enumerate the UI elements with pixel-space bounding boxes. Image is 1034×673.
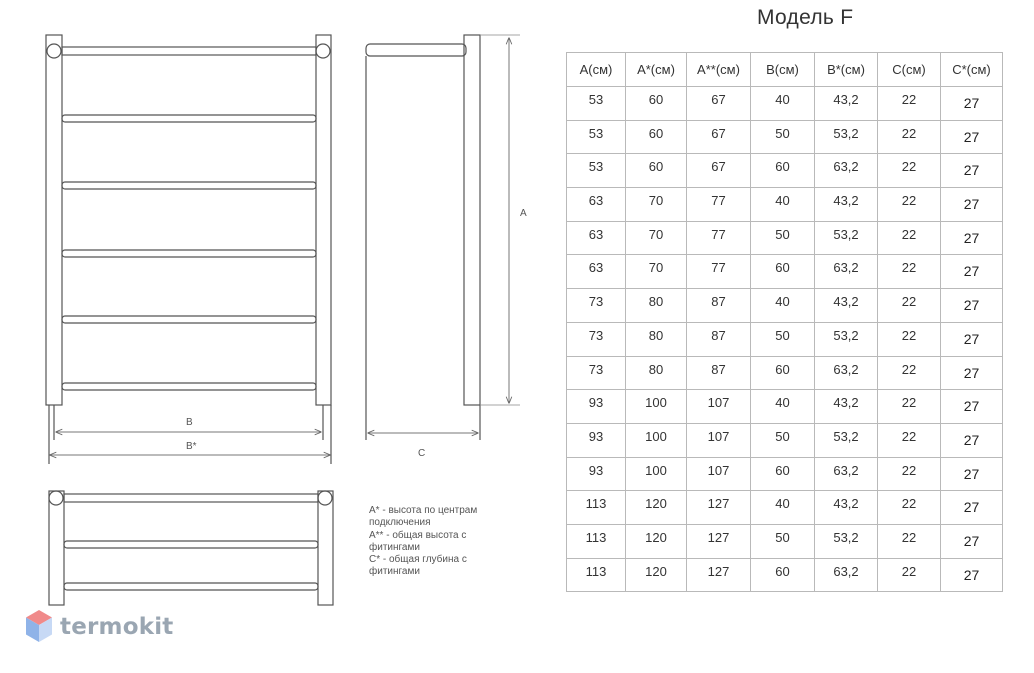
table-cell: 27 [941,221,1003,255]
table-cell: 100 [626,423,687,457]
table-cell: 22 [878,289,941,323]
right-fitting [316,44,330,58]
table-row [567,390,1003,424]
top-view [49,491,333,605]
table-row [567,255,1003,289]
table-row [567,322,1003,356]
left-fitting [47,44,61,58]
table-cell: 63,2 [815,356,878,390]
column-header: A(см) [567,53,626,87]
table-row [567,120,1003,154]
table-cell: 93 [567,457,626,491]
width-inner-label: B [186,417,193,428]
table-cell: 107 [687,423,751,457]
table-cell: 22 [878,322,941,356]
table-cell: 27 [941,457,1003,491]
table-cell: 27 [941,356,1003,390]
side-view [366,35,520,440]
table-cell: 22 [878,255,941,289]
table-cell: 22 [878,87,941,121]
table-cell: 53,2 [815,322,878,356]
table-cell: 113 [567,558,626,592]
table-cell: 120 [626,491,687,525]
crossbar [62,316,316,323]
top-view-left-post [49,491,64,605]
top-rail [62,47,316,55]
table-header-row [567,53,1003,87]
table-cell: 50 [751,524,815,558]
table-cell: 107 [687,390,751,424]
table-cell: 53 [567,154,626,188]
table-cell: 60 [626,154,687,188]
column-header: A**(см) [687,53,751,87]
note-line: фитингами [369,541,420,553]
crossbar [62,182,316,189]
table-row [567,558,1003,592]
table-cell: 22 [878,120,941,154]
table-cell: 22 [878,154,941,188]
table-cell: 53,2 [815,221,878,255]
table-cell: 127 [687,491,751,525]
table-cell: 50 [751,423,815,457]
side-top-rail [366,44,466,56]
table-cell: 80 [626,356,687,390]
top-view-bar [64,583,318,590]
table-cell: 22 [878,390,941,424]
table-row [567,457,1003,491]
table-cell: 53,2 [815,120,878,154]
table-cell: 93 [567,390,626,424]
table-row [567,524,1003,558]
table-cell: 77 [687,221,751,255]
table-cell: 27 [941,255,1003,289]
table-cell: 120 [626,524,687,558]
table-cell: 22 [878,491,941,525]
table-cell: 87 [687,289,751,323]
table-cell: 60 [751,457,815,491]
crossbar [62,250,316,257]
table-cell: 53,2 [815,423,878,457]
column-header: B(см) [751,53,815,87]
table-cell: 22 [878,457,941,491]
table-cell: 27 [941,423,1003,457]
side-post [464,35,480,405]
table-cell: 100 [626,390,687,424]
table-cell: 127 [687,524,751,558]
table-cell: 63,2 [815,255,878,289]
model-title: Модель F [757,6,854,29]
column-header: B*(см) [815,53,878,87]
table-cell: 80 [626,289,687,323]
table-cell: 60 [751,255,815,289]
table-cell: 73 [567,356,626,390]
table-cell: 50 [751,322,815,356]
top-view-right-fitting [318,491,332,505]
table-cell: 22 [878,524,941,558]
table-row [567,188,1003,222]
table-cell: 93 [567,423,626,457]
column-header: C*(см) [941,53,1003,87]
table-row [567,154,1003,188]
table-cell: 22 [878,558,941,592]
table-cell: 67 [687,87,751,121]
table-cell: 27 [941,154,1003,188]
table-cell: 77 [687,188,751,222]
table-cell: 43,2 [815,390,878,424]
height-label: A [520,208,527,219]
table-cell: 27 [941,322,1003,356]
table-cell: 113 [567,524,626,558]
table-cell: 70 [626,188,687,222]
table-cell: 63 [567,255,626,289]
left-post [46,35,62,405]
right-post [316,35,331,405]
table-cell: 43,2 [815,491,878,525]
table-cell: 27 [941,188,1003,222]
table-cell: 40 [751,87,815,121]
table-cell: 60 [626,120,687,154]
logo-text: termokit [60,614,174,640]
table-cell: 63,2 [815,558,878,592]
table-cell: 127 [687,558,751,592]
table-cell: 87 [687,322,751,356]
top-view-left-fitting [49,491,63,505]
depth-label: C [418,448,426,459]
table-cell: 63 [567,221,626,255]
table-cell: 63,2 [815,154,878,188]
crossbar [62,115,316,122]
note-line: A** - общая высота с [369,529,467,541]
table-row [567,491,1003,525]
note-line: подключения [369,517,431,529]
table-cell: 120 [626,558,687,592]
hexagon-cube-icon [24,608,54,646]
table-cell: 67 [687,154,751,188]
table-cell: 107 [687,457,751,491]
front-view [46,35,331,464]
table-cell: 27 [941,390,1003,424]
top-view-bar [64,541,318,548]
table-row [567,289,1003,323]
table-cell: 87 [687,356,751,390]
table-cell: 27 [941,289,1003,323]
table-cell: 63,2 [815,457,878,491]
notes [369,505,477,579]
table-cell: 73 [567,322,626,356]
table-cell: 43,2 [815,87,878,121]
table-cell: 53,2 [815,524,878,558]
table-row [567,423,1003,457]
dimensions-table [566,52,1003,592]
note-line: фитингами [369,566,420,578]
table-cell: 60 [626,87,687,121]
table-cell: 60 [751,356,815,390]
table-row [567,356,1003,390]
column-header: C(см) [878,53,941,87]
table-row [567,221,1003,255]
table-cell: 53 [567,87,626,121]
table-cell: 53 [567,120,626,154]
table-cell: 60 [751,558,815,592]
note-line: C* - общая глубина с [369,554,467,566]
table-cell: 27 [941,87,1003,121]
table-cell: 40 [751,289,815,323]
table-cell: 27 [941,120,1003,154]
table-cell: 73 [567,289,626,323]
table-cell: 50 [751,120,815,154]
table-cell: 27 [941,524,1003,558]
table-cell: 27 [941,491,1003,525]
table-cell: 22 [878,423,941,457]
crossbar [62,383,316,390]
table-cell: 67 [687,120,751,154]
table-cell: 77 [687,255,751,289]
width-outer-label: B* [186,441,197,452]
column-header: A*(см) [626,53,687,87]
table-cell: 27 [941,558,1003,592]
top-view-right-post [318,491,333,605]
table-cell: 43,2 [815,188,878,222]
table-cell: 22 [878,356,941,390]
table-cell: 40 [751,491,815,525]
table-cell: 22 [878,188,941,222]
table-cell: 40 [751,188,815,222]
table-cell: 113 [567,491,626,525]
table-row [567,87,1003,121]
table-cell: 60 [751,154,815,188]
table-cell: 70 [626,255,687,289]
note-line: A* - высота по центрам [369,505,478,516]
table-cell: 63 [567,188,626,222]
table-cell: 70 [626,221,687,255]
table-cell: 40 [751,390,815,424]
termokit-logo [24,608,173,646]
table-cell: 43,2 [815,289,878,323]
table-cell: 22 [878,221,941,255]
table-cell: 50 [751,221,815,255]
table-cell: 100 [626,457,687,491]
table-cell: 80 [626,322,687,356]
